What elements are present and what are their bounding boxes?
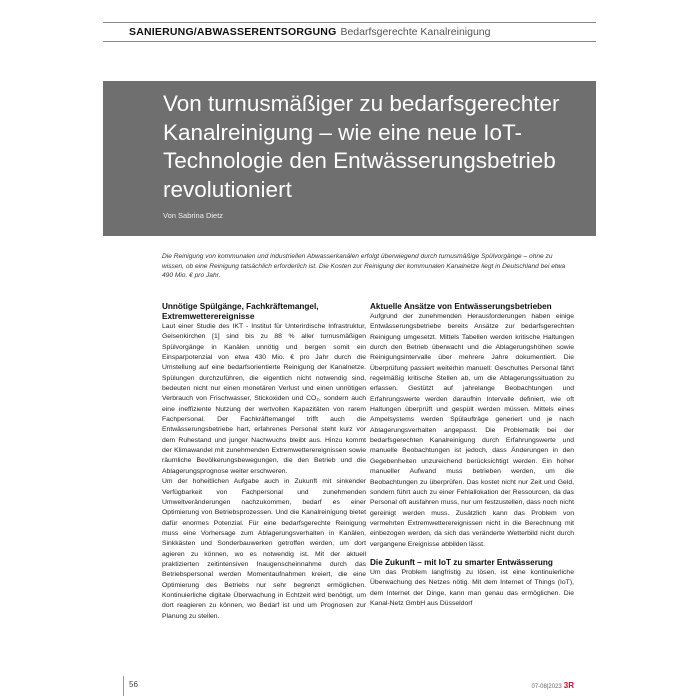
article-title: Von turnusmäßiger zu bedarfsgerechter Kanalreinigung – wie eine neue IoT-Technologie den Entwässerungsbetrieb revolutioniert: [163, 91, 560, 202]
page-number: 56: [129, 680, 138, 689]
right-column: [370, 302, 574, 609]
section-subtitle: Bedarfsgerechte Kanalreinigung: [340, 26, 491, 38]
left-heading: Unnötige Spülgänge, Fachkräftemangel, Extremwetterereignisse: [162, 302, 319, 321]
article-author: Von Sabrina Dietz: [163, 211, 224, 220]
right-paragraph: Aufgrund der zunehmenden Herausforderungen haben einige Entwässerungsbetriebe bereits Ansätze zur bedarfsgerechten Reinigung umgesetzt. Mittels Tabellen werden kritische Haltungen durch den Betrieb überwacht und die Ablagerungshöhen sowie Reinigungsintervalle über mehrere Jahre dokumentiert. Die Überprüfung passiert weiterhin manuell: Geschultes Personal fährt regelmäßig kritische Stellen ab, um die Ablagerungssituation zu erfassen. Gestützt auf jahrelange Beobachtungen und Erfahrungswerte werden daraufhin Intervalle definiert, wie oft Haltungen überprüft und gespült werden müssen. Mittels eines Ampelsystems werden Spülaufträge generiert und je nach Ablagerungsverhalten angepasst. Die Problematik bei der bedarfsgerechten Kanalreinigung durch Erfahrungswerte und manuelle Beobachtungen ist jedoch, dass Änderungen in den Gegebenheiten unzureichend berücksichtigt werden. Ein hoher manueller Aufwand muss betrieben werden, um die Beobachtungen zu überprüfen. Das kostet nicht nur Zeit und Geld, sondern führt auch zu einer Fehlallokation der Ressourcen, da das Personal oft ausfahren muss, nur um festzustellen, dass noch nicht gereinigt werden muss. Zusätzlich kann das Problem von vermehrten Extremwetterereignissen nicht in die Berechnung mit einbezogen werden, da sich das veränderte Wetterbild nicht durch vergangene Ereignisse abbilden lässt.: [370, 313, 574, 548]
left-column: [162, 302, 366, 622]
left-paragraph-1: Laut einer Studie des IKT - Institut für Unterirdische Infrastruktur, Gelsenkirchen [1] sind bis zu 88 % aller turnusmäßigen Spülvorgänge in Kanälen unnötig und bergen somit ein Einsparpotenzial von etwa 430 Mio. € pro Jahr durch die Umstellung auf eine bedarfsorientierte Reinigung der Kanalnetze. Spülungen durchzuführen, die eigentlich nicht notwendig sind, bedeuten nicht nur einen monetären Verlust und einen unnötigen Verbrauch von Frischwasser, Stickoxiden und CO₂, sondern auch eine ineffiziente Nutzung der wertvollen Kapazitäten von rarem Fachpersonal. Der Fachkräftemangel trifft auch die Entwässerungsbetriebe hart, erfahrenes Personal steht kurz vor dem Ruhestand und junger Nachwuchs bleibt aus. Hinzu kommt der Klimawandel mit zunehmenden Extremwetterereignissen sowie räumliche Bevölkerungsbewegungen, die den Betrieb und die Ablagerungsprognose weiter erschweren.: [162, 323, 366, 475]
right-paragraph-2: Um das Problem langfristig zu lösen, ist eine kontinuierliche Überwachung des Netzes nötig. Mit dem Internet of Things (IoT), dem Internet der Dinge, kann man genau das ermöglichen. Die Kanal-Netz GmbH aus Düsseldorf: [370, 568, 574, 607]
article-lead: Die Reinigung von kommunalen und industriellen Abwasserkanälen erfolgt überwiegend durch turnusmäßige Spülvorgänge – ohne zu wissen, ob eine Reinigung tatsächlich erforderlich ist. Die Kosten zur Reinigung der kommunalen Kanalnetze liegt in Deutschland bei etwa 490 Mio. € pro Jahr.: [162, 253, 566, 280]
issue-number: 07-08|2023: [531, 684, 562, 690]
right-heading-2: Die Zukunft – mit IoT zu smarter Entwässerung: [370, 557, 553, 567]
left-paragraph-2: Um der hoheitlichen Aufgabe auch in Zukunft mit sinkender Verfügbarkeit von Fachpersonal und zunehmenden Umweltveränderungen nachzukommen, bedarf es einer Optimierung von Betriebsprozessen. Und die Kanalreinigung bietet dafür enormes Potenzial. Für eine bedarfsgerechte Reinigung muss eine Vorhersage zum Ablagerungsverhalten in Kanälen, Sinkkästen und Sonderbauwerken getroffen werden, um dort agieren zu können, wo es notwendig ist. Mit der aktuell praktizierten zeitintensiven Inaugenscheinnahme durch das Betriebspersonal werden Momentaufnahmen kreiert, die eine Optimierung des Betriebs nur sehr begrenzt ermöglichen. Kontinuierliche digitale Überwachung in Echtzeit wird benötigt, um dort reagieren zu können, wo Bedarf ist und um Prognosen zur Planung zu stellen.: [162, 478, 366, 620]
magazine-logo: 3R: [563, 681, 574, 690]
right-heading: Aktuelle Ansätze von Entwässerungsbetrieben: [370, 302, 552, 311]
title-banner: [103, 81, 596, 236]
section-title: SANIERUNG/ABWASSERENTSORGUNG: [129, 26, 337, 38]
header-rule-bottom: [103, 41, 596, 42]
section-header: [129, 26, 490, 38]
issue-info: [532, 681, 575, 690]
footer-divider: [123, 676, 124, 696]
header-rule: [103, 22, 596, 23]
